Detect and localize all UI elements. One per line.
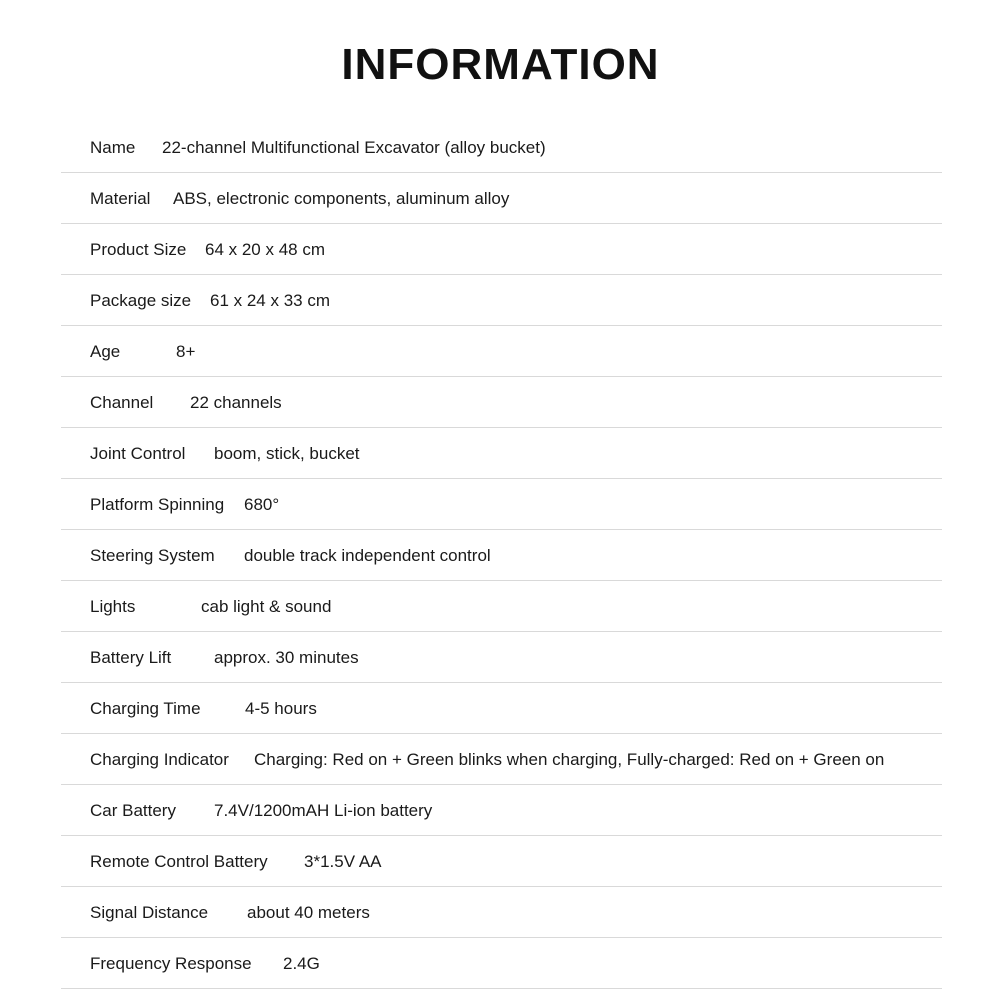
spec-row-remote-control-battery bbox=[61, 836, 942, 887]
spec-row-product-size bbox=[61, 224, 942, 275]
spec-value: 2.4G bbox=[283, 954, 320, 973]
spec-value: 22-channel Multifunctional Excavator (alloy bucket) bbox=[162, 138, 546, 157]
page-title: INFORMATION bbox=[341, 40, 660, 89]
spec-row-age bbox=[61, 326, 942, 377]
spec-label: Battery Lift bbox=[90, 648, 172, 667]
spec-value: 22 channels bbox=[190, 393, 282, 412]
spec-value: 8+ bbox=[176, 342, 196, 361]
spec-row-platform-spinning bbox=[61, 479, 942, 530]
spec-value: 680° bbox=[244, 495, 280, 514]
spec-label: Charging Time bbox=[90, 699, 201, 718]
spec-row-battery-lift bbox=[61, 632, 942, 683]
spec-label: Car Battery bbox=[90, 801, 176, 820]
spec-row-material bbox=[61, 173, 942, 224]
spec-row-charging-time bbox=[61, 683, 942, 734]
spec-label: Product Size bbox=[90, 240, 187, 259]
spec-value: boom, stick, bucket bbox=[214, 444, 360, 463]
spec-value: double track independent control bbox=[244, 546, 491, 565]
spec-value: cab light & sound bbox=[201, 597, 332, 616]
spec-label: Joint Control bbox=[90, 444, 186, 463]
spec-value: 4-5 hours bbox=[245, 699, 317, 718]
spec-row-frequency-response bbox=[61, 938, 942, 989]
spec-label: Platform Spinning bbox=[90, 495, 225, 514]
spec-row-name bbox=[61, 122, 942, 173]
spec-value: approx. 30 minutes bbox=[214, 648, 359, 667]
spec-value: 7.4V/1200mAH Li-ion battery bbox=[214, 801, 433, 820]
spec-label: Frequency Response bbox=[90, 954, 252, 973]
spec-row-steering-system bbox=[61, 530, 942, 581]
spec-label: Channel bbox=[90, 393, 154, 412]
spec-value: Charging: Red on + Green blinks when charging, Fully-charged: Red on + Green on bbox=[254, 750, 885, 769]
spec-row-lights bbox=[61, 581, 942, 632]
spec-row-package-size bbox=[61, 275, 942, 326]
spec-label: Name bbox=[90, 138, 136, 157]
spec-label: Age bbox=[90, 342, 121, 361]
spec-row-joint-control bbox=[61, 428, 942, 479]
spec-row-car-battery bbox=[61, 785, 942, 836]
spec-label: Package size bbox=[90, 291, 192, 310]
spec-label: Remote Control Battery bbox=[90, 852, 268, 871]
spec-value: ABS, electronic components, aluminum alloy bbox=[173, 189, 510, 208]
spec-label: Lights bbox=[90, 597, 136, 616]
spec-row-channel bbox=[61, 377, 942, 428]
spec-table bbox=[61, 122, 942, 989]
spec-label: Steering System bbox=[90, 546, 215, 565]
spec-row-signal-distance bbox=[61, 887, 942, 938]
spec-label: Signal Distance bbox=[90, 903, 209, 922]
spec-value: 64 x 20 x 48 cm bbox=[205, 240, 326, 259]
spec-value: about 40 meters bbox=[247, 903, 370, 922]
spec-label: Charging Indicator bbox=[90, 750, 229, 769]
spec-row-charging-indicator bbox=[61, 734, 942, 785]
spec-value: 61 x 24 x 33 cm bbox=[210, 291, 331, 310]
spec-value: 3*1.5V AA bbox=[304, 852, 382, 871]
spec-label: Material bbox=[90, 189, 151, 208]
